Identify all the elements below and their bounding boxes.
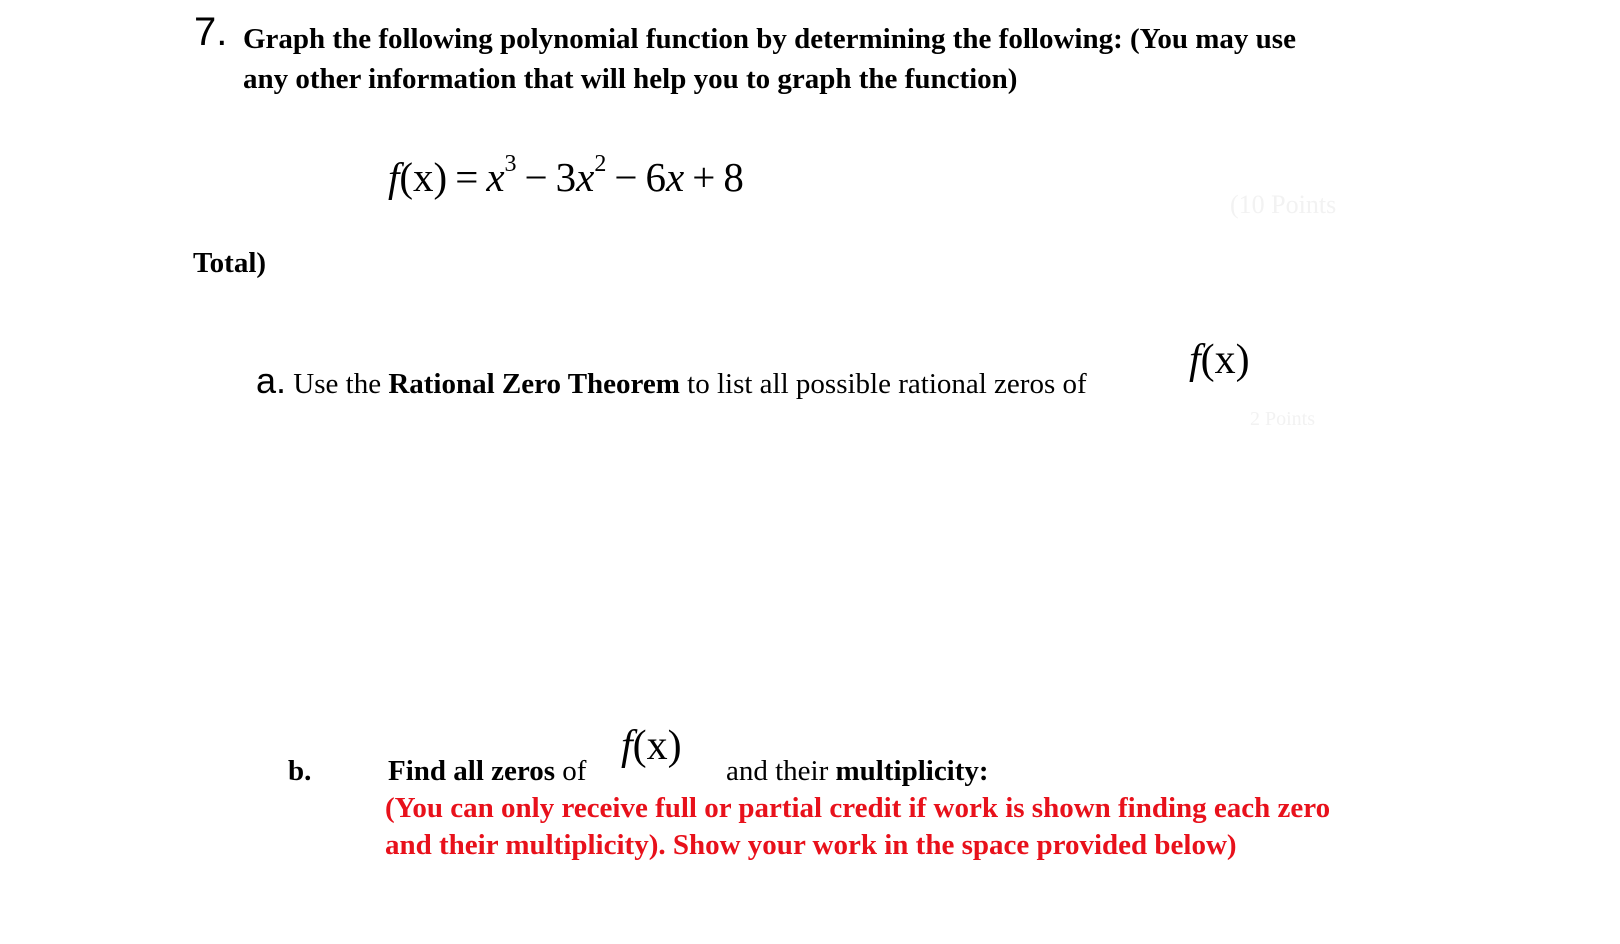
part-a-faint-points: 2 Points bbox=[1250, 408, 1316, 430]
function-name: f bbox=[388, 154, 400, 200]
part-b-fx-f: f bbox=[621, 723, 633, 769]
question-prompt-line-1: Graph the following polynomial function by determining the following: (You may use bbox=[243, 23, 1296, 55]
part-a-text-before: Use the bbox=[293, 368, 382, 400]
operator-1: − bbox=[524, 154, 548, 200]
term1-exponent: 3 bbox=[504, 151, 517, 177]
part-a-text-after: to list all possible rational zeros of bbox=[687, 368, 1087, 400]
term1-variable: x bbox=[486, 154, 505, 200]
question-number: 7. bbox=[194, 10, 228, 54]
part-a-fx-arg: (x) bbox=[1200, 337, 1250, 383]
term2-variable: x bbox=[576, 154, 595, 200]
part-b-instruction-line-1: (You can only receive full or partial credit if work is shown finding each zero bbox=[385, 792, 1331, 824]
part-a-fx-f: f bbox=[1189, 337, 1201, 383]
operator-3: + bbox=[692, 154, 716, 200]
part-b-prompt-end bbox=[726, 753, 989, 789]
part-b-bold-find: Find all zeros bbox=[388, 755, 556, 787]
part-b-fx-arg: (x) bbox=[632, 723, 682, 769]
part-b-text-and: and their bbox=[726, 755, 829, 787]
term2-exponent: 2 bbox=[594, 151, 607, 177]
part-a-prompt bbox=[256, 360, 1087, 402]
term3-variable: x bbox=[666, 154, 685, 200]
part-b-label: b. bbox=[288, 755, 312, 787]
part-b-prompt-start bbox=[388, 753, 586, 789]
part-a-bold-term: Rational Zero Theorem bbox=[388, 368, 680, 400]
function-argument: (x) bbox=[399, 154, 448, 200]
part-b-function-notation bbox=[621, 722, 682, 770]
equals-sign: = bbox=[455, 154, 479, 200]
total-label: Total) bbox=[193, 247, 267, 279]
question-prompt-line-2: any other information that will help you to graph the function) bbox=[243, 63, 1018, 95]
term2-coefficient: 3 bbox=[555, 154, 577, 200]
part-b-text-of: of bbox=[562, 755, 587, 787]
faint-points-label: (10 Points bbox=[1230, 190, 1337, 219]
part-a-label: a. bbox=[256, 360, 287, 401]
polynomial-equation bbox=[388, 150, 744, 204]
term4-constant: 8 bbox=[723, 154, 744, 200]
operator-2: − bbox=[614, 154, 638, 200]
part-b-instruction-line-2: and their multiplicity). Show your work in the space provided below) bbox=[385, 829, 1237, 861]
part-a-function-notation bbox=[1189, 336, 1250, 384]
part-b-bold-multiplicity: multiplicity: bbox=[835, 755, 989, 787]
term3-coefficient: 6 bbox=[645, 154, 666, 200]
